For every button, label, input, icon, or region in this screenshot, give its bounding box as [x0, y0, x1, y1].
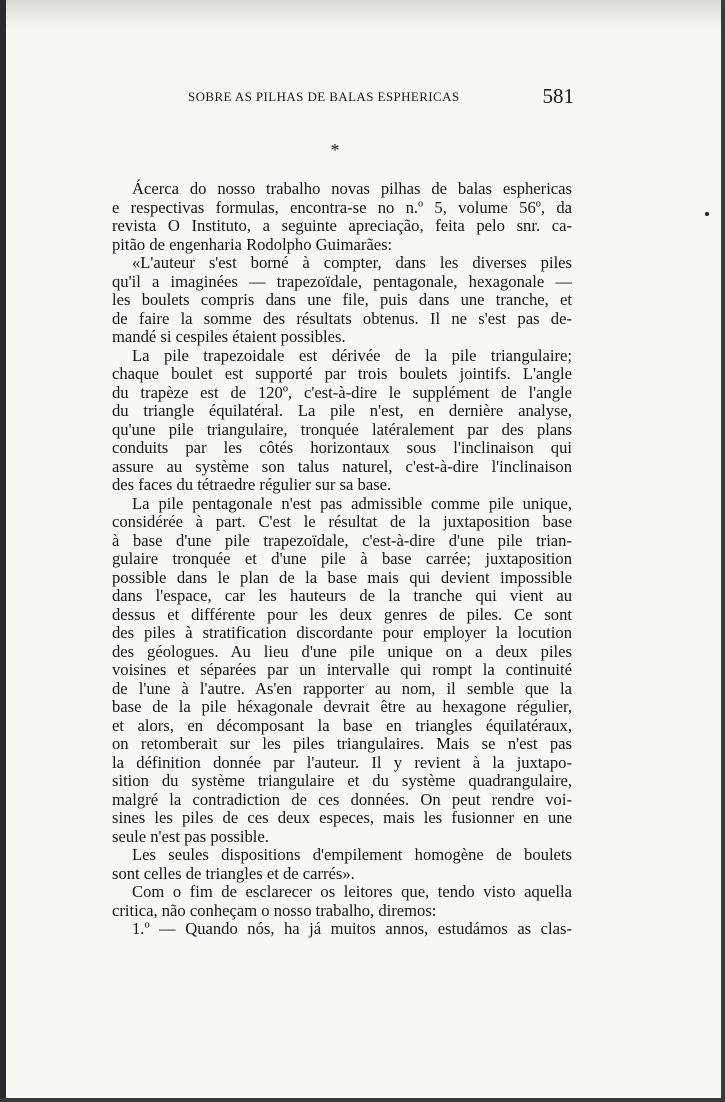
text-line: La pile pentagonale n'est pas admissible comme pile unique, [132, 493, 572, 513]
text-line: La pile trapezoidale est dérivée de la pile triangulaire; [132, 345, 572, 365]
text-line: de l'une à l'autre. As'en rapporter au nom, il semble que la [112, 678, 572, 698]
text-line: des faces du tétraedre régulier sur sa base. [112, 475, 392, 494]
scan-border-left [0, 0, 6, 1102]
text-line: sont celles de triangles et de carrés». [112, 863, 355, 883]
running-header [188, 86, 574, 108]
text-line: conduits par les côtés horizontaux sous l'inclinaison qui [112, 438, 572, 457]
text-line: les boulets compris dans une file, puis dans une tranche, et [112, 290, 572, 309]
text-line: la définition donnée par l'auteur. Il y revient à la juxtapo- [112, 752, 572, 772]
text-line: on retomberait sur les piles triangulaires. Mais se n'est pas [112, 734, 572, 753]
text-line: voisines et séparées par un intervalle qui rompt la continuité [112, 660, 572, 679]
text-line: dessus et différente pour les deux genres de piles. Ce sont [112, 604, 572, 624]
text-line: des piles à stratification discordante pour employer la locution [112, 623, 572, 642]
text-line: 1.º — Quando nós, ha já muitos annos, estudámos as clas- [132, 919, 572, 938]
page-number: 581 [542, 84, 574, 108]
body-text [112, 180, 572, 939]
text-line: base de la pile héxagonale devrait être au hexagone régulier, [112, 697, 572, 716]
text-line: assure au système son talus naturel, c'est-à-dire l'inclinaison [112, 456, 572, 476]
text-line: des géologues. Au lieu d'une pile unique on a deux piles [112, 641, 572, 661]
text-line: et alors, en décomposant la base en triangles équilatéraux, [112, 715, 572, 735]
text-line: considérée à part. C'est le résultat de la juxtaposition base [112, 512, 572, 531]
text-line: qu'une pile triangulaire, tronquée latéralement par des plans [112, 419, 572, 439]
text-line: possible dans le plan de la base mais qui devient impossible [112, 567, 572, 587]
text-line: seule n'est pas possible. [112, 826, 269, 846]
text-line: Les seules dispositions d'empilement homogène de boulets [132, 845, 572, 864]
text-line: pitão de engenharia Rodolpho Guimarães: [112, 234, 393, 254]
margin-speck [705, 212, 709, 216]
text-line: malgré la contradiction de ces données. On peut rendre voi- [112, 789, 572, 809]
text-line: à base d'une pile trapezoïdale, c'est-à-dire d'une pile trian- [112, 530, 572, 550]
text-line: du triangle équilatéral. La pile n'est, en dernière analyse, [112, 401, 572, 420]
text-line: Com o fim de esclarecer os leitores que, tendo visto aquella [132, 882, 572, 901]
section-ornament: * [330, 140, 340, 160]
text-line: sition du système triangulaire et du système quadrangulaire, [112, 771, 572, 790]
text-line: gulaire tronquée et d'une pile à base carrée; juxtaposition [112, 549, 572, 568]
text-line: mandé si cespiles étaient possibles. [112, 327, 346, 346]
scan-shadow-top [0, 0, 725, 34]
text-line: critica, não conheçam o nosso trabalho, diremos: [112, 900, 437, 920]
scan-border-right [721, 0, 725, 1102]
text-line: chaque boulet est supporté par trois boulets jointifs. L'angle [112, 364, 572, 383]
scan-border-bottom [0, 1098, 725, 1102]
text-line: de faire la somme des résultats obtenus. Il ne s'est pas de- [112, 308, 572, 328]
text-line: Ácerca do nosso trabalho novas pilhas de balas esphericas [132, 179, 572, 198]
text-line: e respectivas formulas, encontra-se no n.º 5, volume 56º, da [112, 197, 572, 217]
text-line: qu'il a imaginées — trapezoïdale, pentagonale, hexagonale — [112, 271, 572, 291]
running-header-title: SOBRE AS PILHAS DE BALAS ESPHERICAS [188, 89, 460, 104]
text-line: du trapèze est de 120º, c'est-à-dire le supplément de l'angle [112, 382, 572, 402]
text-line: dans l'espace, car les hauteurs de la tranche qui vient au [112, 586, 572, 605]
text-line: sines les piles de ces deux especes, mais les fusionner en une [112, 808, 572, 827]
text-line: revista O Instituto, a seguinte apreciação, feita pelo snr. ca- [112, 216, 572, 235]
text-line: «L'auteur s'est borné à compter, dans les diverses piles [132, 253, 572, 272]
